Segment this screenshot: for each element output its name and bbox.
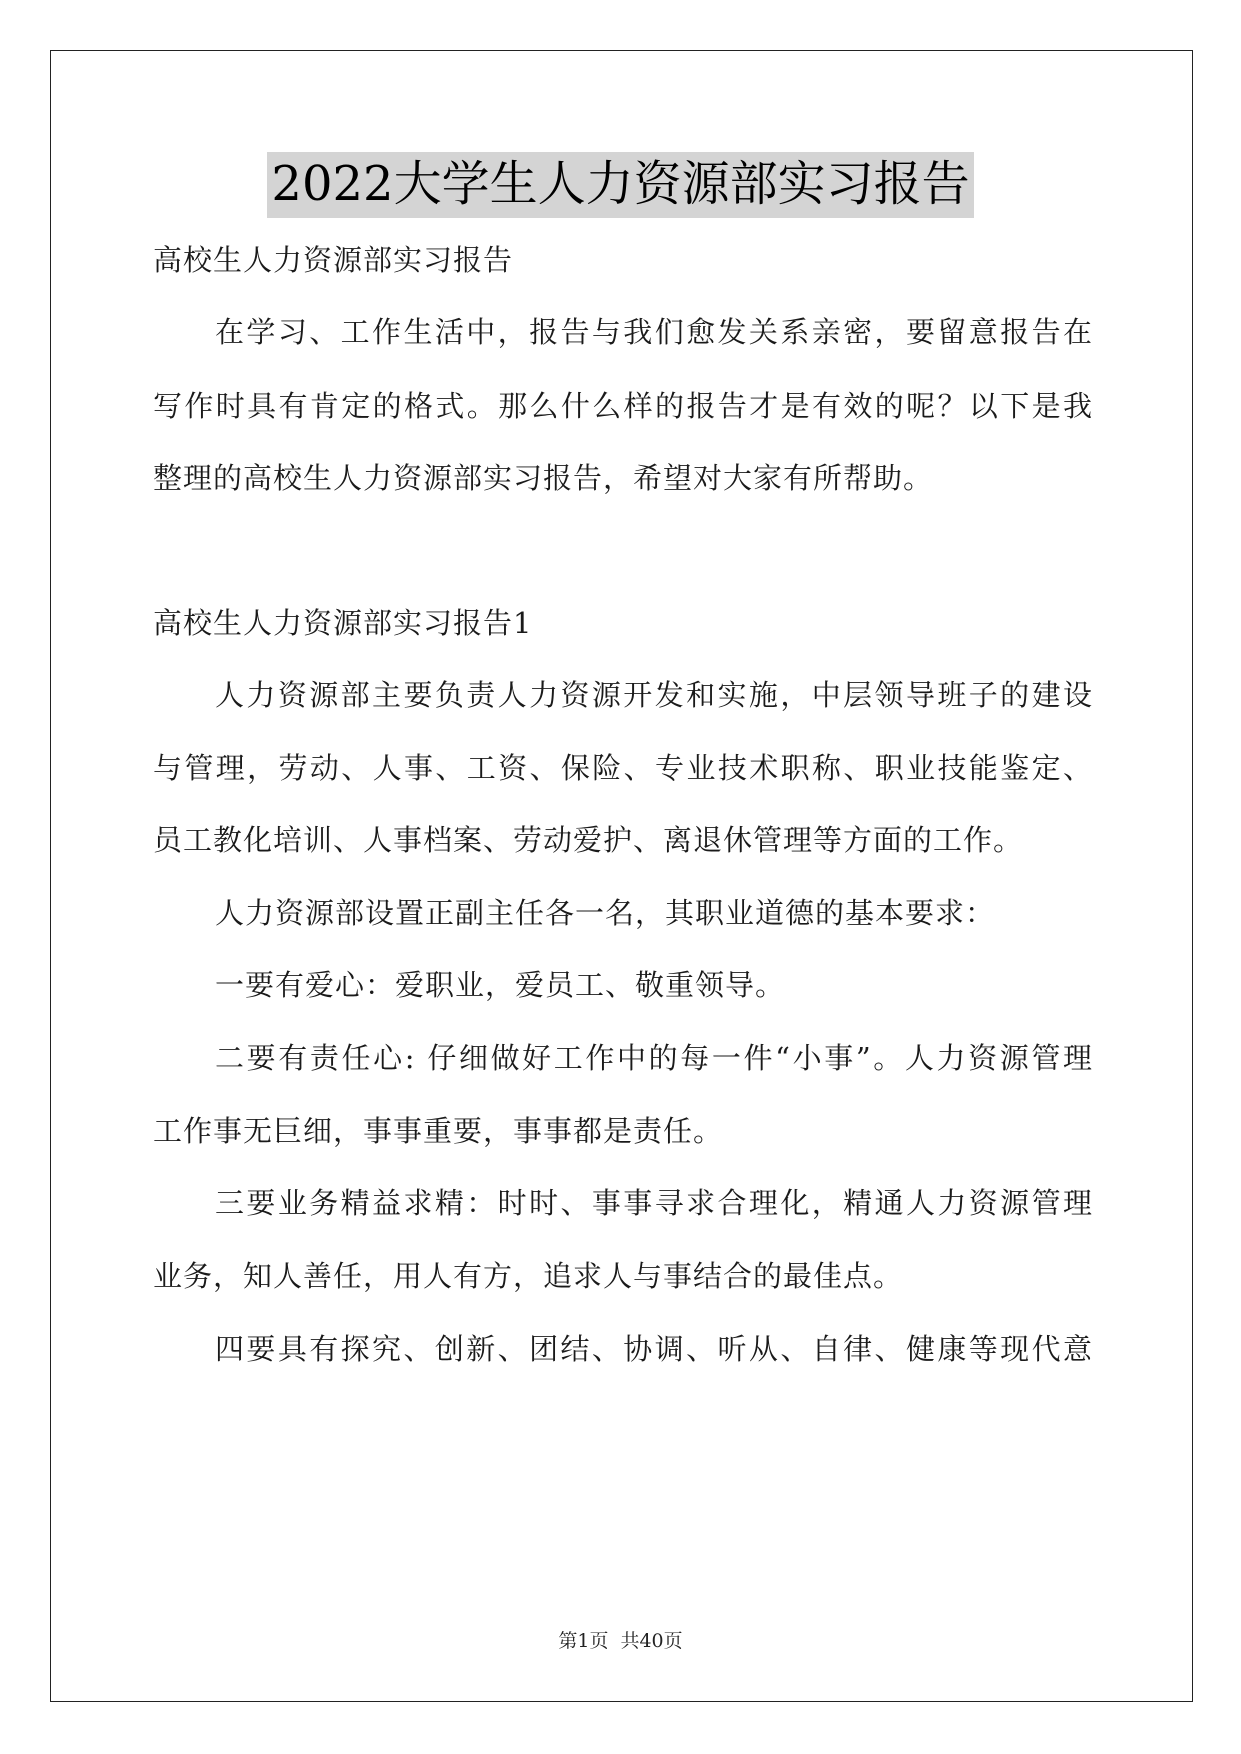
paragraph-line: 三要业务精益求精：时时、事事寻求合理化，精通人力资源管理	[215, 1186, 1093, 1220]
paragraph-line: 人力资源部设置正副主任各一名，其职业道德的基本要求：	[215, 896, 996, 930]
paragraph-line: 业务，知人善任，用人有方，追求人与事结合的最佳点。	[153, 1259, 904, 1293]
paragraph-line: 二要有责任心: 仔细做好工作中的每一件“小事”。人力资源管理	[215, 1041, 1093, 1075]
paragraph-line: 工作事无巨细，事事重要，事事都是责任。	[153, 1114, 724, 1148]
page-total: 共40页	[620, 1630, 683, 1652]
title-container	[0, 152, 1241, 218]
paragraph-line: 一要有爱心：爱职业，爱员工、敬重领导。	[215, 968, 786, 1002]
subtitle-line: 高校生人力资源部实习报告	[153, 243, 514, 277]
paragraph-line: 人力资源部主要负责人力资源开发和实施，中层领导班子的建设	[215, 678, 1093, 712]
document-title: 2022大学生人力资源部实习报告	[267, 152, 973, 218]
paragraph-line: 员工教化培训、人事档案、劳动爱护、离退休管理等方面的工作。	[153, 823, 1024, 857]
page-number: 第1页	[558, 1630, 609, 1652]
paragraph-line: 写作时具有肯定的格式。那么什么样的报告才是有效的呢？以下是我	[153, 389, 1093, 423]
page-border	[50, 50, 1193, 1702]
paragraph-line: 与管理，劳动、人事、工资、保险、专业技术职称、职业技能鉴定、	[153, 751, 1093, 785]
page-footer	[0, 1630, 1241, 1652]
section-heading: 高校生人力资源部实习报告1	[153, 606, 533, 640]
paragraph-line: 四要具有探究、创新、团结、协调、听从、自律、健康等现代意	[215, 1332, 1093, 1366]
paragraph-line: 整理的高校生人力资源部实习报告，希望对大家有所帮助。	[153, 461, 934, 495]
paragraph-line: 在学习、工作生活中，报告与我们愈发关系亲密，要留意报告在	[215, 315, 1093, 349]
